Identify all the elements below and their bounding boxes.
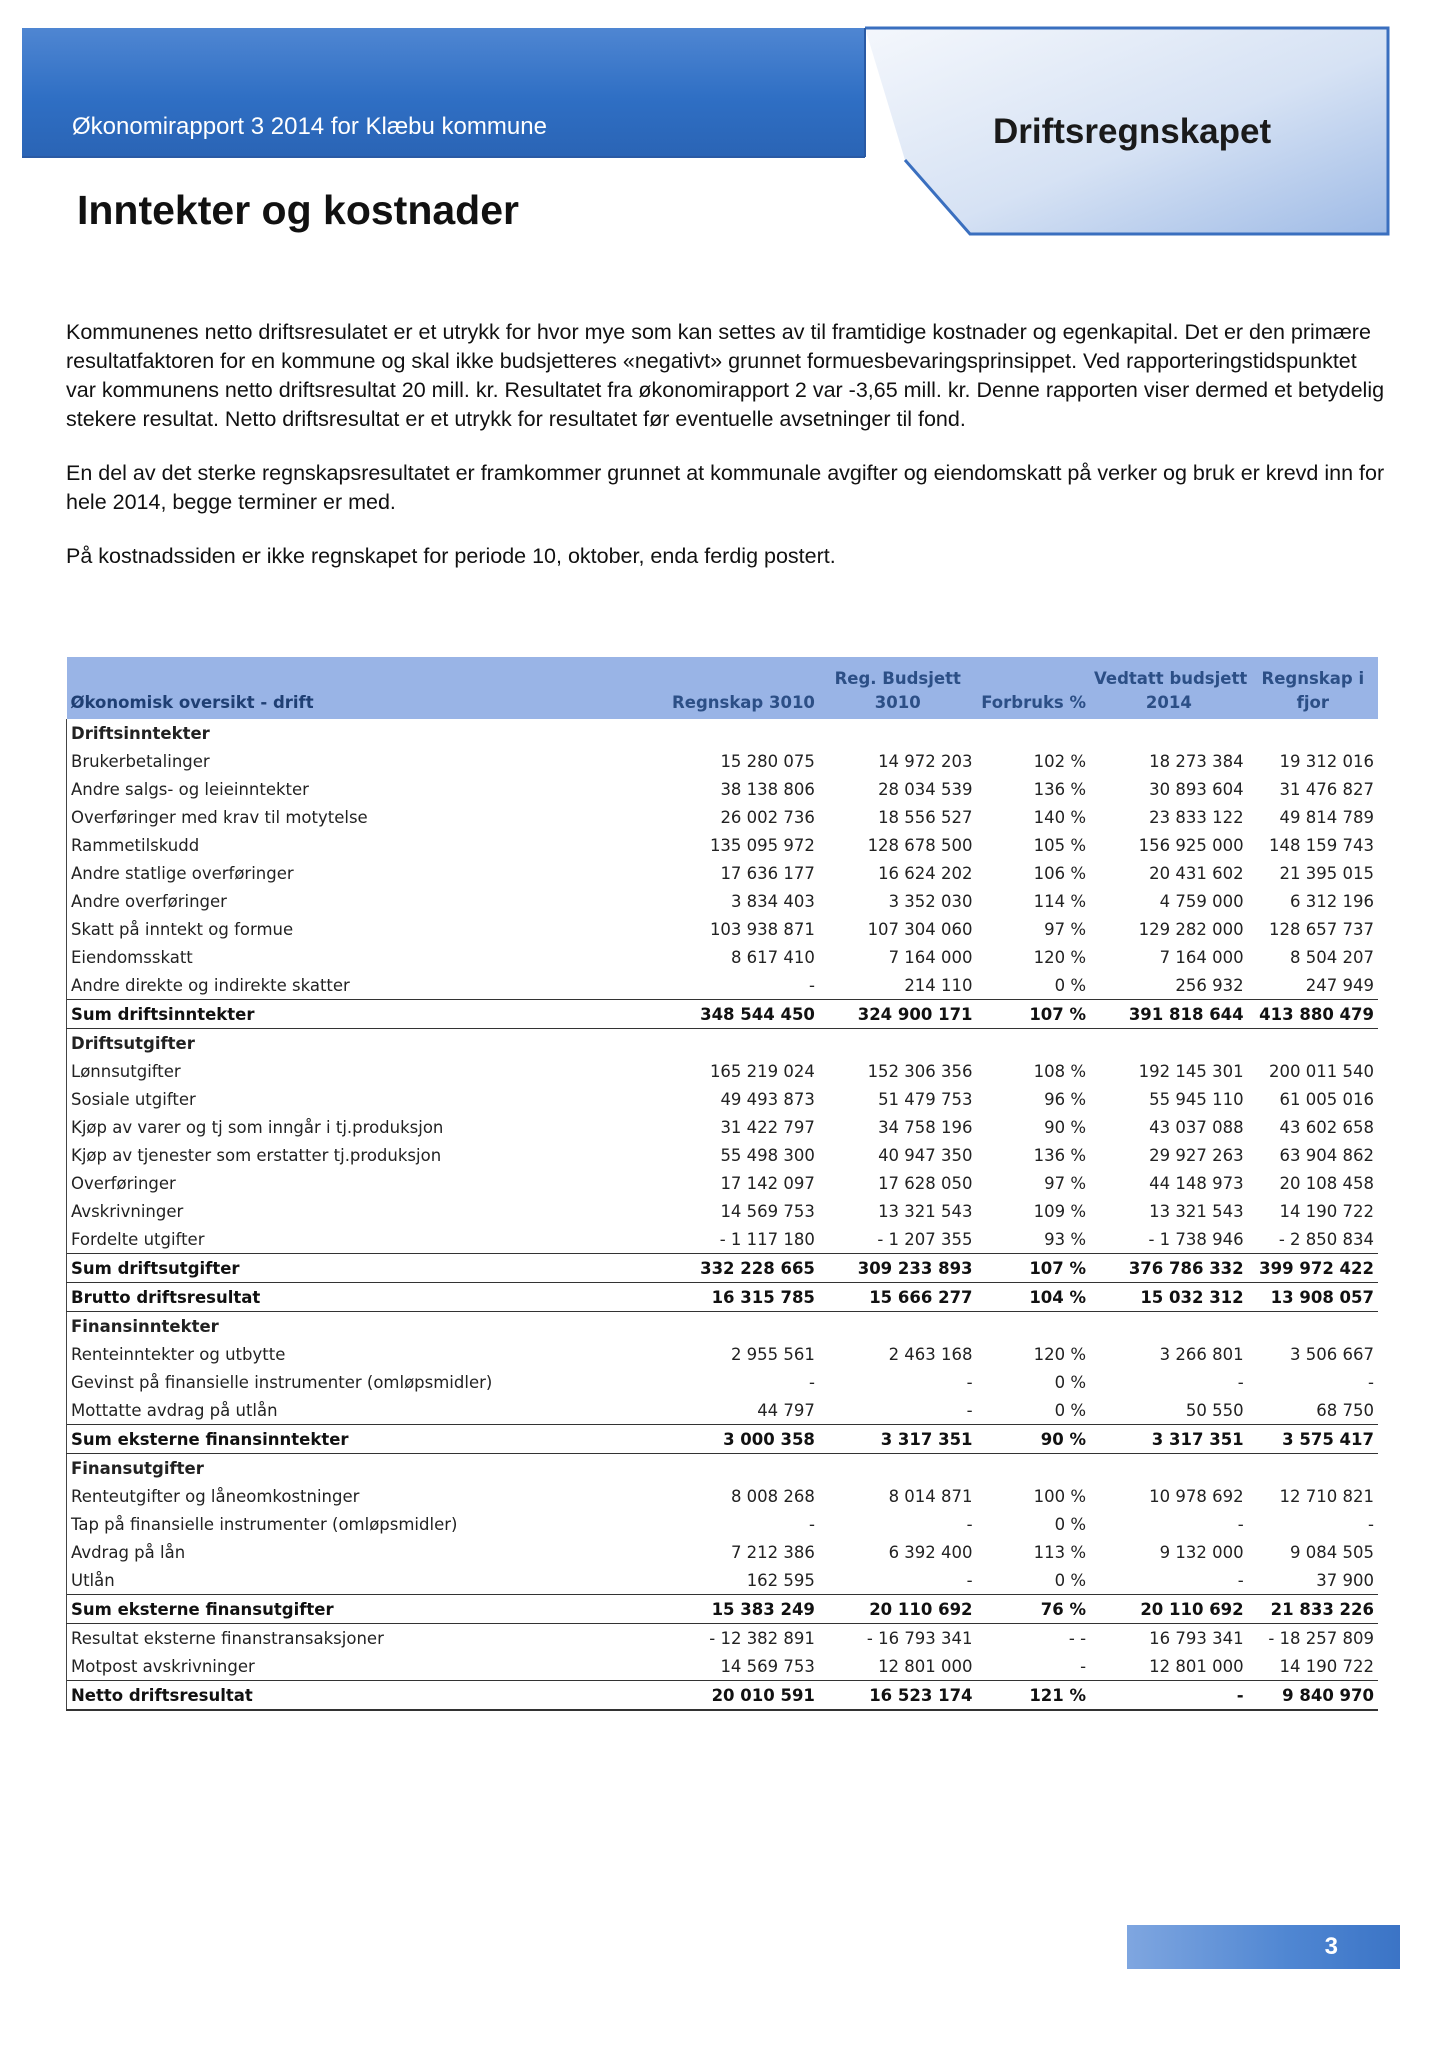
cell-forbruk: 105 % [1033, 835, 1087, 855]
row-label: Overføringer med krav til motytelse [67, 803, 662, 831]
cell-reg-budsjett: 309 233 893 [819, 1254, 977, 1283]
intro-paragraph-1: Kommunenes netto driftsresulatet er et utrykk for hvor mye som kan settes av til framtidige kostnader og egenkapital. Det er den primære resultatfaktoren for en kommune og skal ikke budsjetteres «negativt» grunnet formuesbevaringsprinsippet. Ved rapporteringstidspunktet var kommunens netto driftsresultat 20 mill. kr. Resultatet fra økonomirapport 2 var -3,65 mill. kr. Denne rapporten viser dermed et betydelig stekere resultat. Netto driftsresultat er et utrykk for resultatet før eventuelle avsetninger til fond. [66, 320, 1385, 431]
cell-reg-budsjett: 17 628 050 [878, 1173, 973, 1193]
cell-fjor: 37 900 [1316, 1570, 1374, 1590]
table-section-row [67, 1312, 1379, 1341]
cell-fjor [1248, 1454, 1378, 1483]
cell-forbruk: 106 % [1033, 863, 1087, 883]
cell-regnskap: 17 142 097 [720, 1173, 815, 1193]
cell-forbruk: 97 % [1044, 919, 1087, 939]
page-title: Inntekter og kostnader [77, 187, 519, 233]
cell-reg-budsjett: 8 014 871 [888, 1486, 973, 1506]
cell-vedtatt: 13 321 543 [1149, 1201, 1244, 1221]
header-reg-budsjett-line1: Reg. Budsjett [834, 669, 961, 688]
cell-fjor: 20 108 458 [1279, 1173, 1374, 1193]
row-label: Rammetilskudd [67, 831, 662, 859]
cell-reg-budsjett: 107 304 060 [867, 919, 973, 939]
cell-fjor: 6 312 196 [1290, 891, 1374, 911]
cell-reg-budsjett: - 1 207 355 [877, 1229, 973, 1249]
cell-reg-budsjett: 6 392 400 [888, 1542, 973, 1562]
row-label: Andre direkte og indirekte skatter [67, 971, 662, 1000]
cell-reg-budsjett: - [966, 1570, 973, 1590]
cell-regnskap: - [808, 1372, 815, 1392]
cell-fjor: - [1368, 1372, 1374, 1392]
cell-fjor [1248, 719, 1378, 747]
table-row [67, 831, 1379, 859]
cell-fjor: 413 880 479 [1248, 1000, 1378, 1029]
cell-reg-budsjett: 7 164 000 [888, 947, 973, 967]
table-row [67, 1197, 1379, 1225]
cell-forbruk: 0 % [1054, 1372, 1087, 1392]
row-label: Mottatte avdrag på utlån [67, 1396, 662, 1425]
row-label: Renteutgifter og låneomkostninger [67, 1482, 662, 1510]
table-section-row [67, 719, 1379, 747]
header-regnskap-fjor [1248, 657, 1378, 719]
cell-regnskap: 44 797 [757, 1400, 815, 1420]
cell-reg-budsjett: 28 034 539 [878, 779, 973, 799]
cell-forbruk [977, 719, 1090, 747]
cell-vedtatt: 16 793 341 [1149, 1628, 1244, 1648]
row-label: Brutto driftsresultat [67, 1283, 662, 1312]
cell-reg-budsjett: 3 317 351 [819, 1425, 977, 1454]
table-row [67, 1340, 1379, 1368]
cell-fjor: 13 908 057 [1248, 1283, 1378, 1312]
cell-forbruk: - - [1068, 1628, 1087, 1648]
cell-forbruk: 102 % [1033, 751, 1087, 771]
header-forbruk: Forbruks % [977, 657, 1090, 719]
cell-regnskap: 3 000 358 [661, 1425, 819, 1454]
cell-forbruk: 120 % [1033, 947, 1087, 967]
table-row [67, 1141, 1379, 1169]
page-number: 3 [1324, 1933, 1338, 1960]
financial-table-wrapper [66, 657, 1378, 1711]
cell-forbruk: 121 % [977, 1681, 1090, 1711]
row-label: Andre statlige overføringer [67, 859, 662, 887]
table-row [67, 1169, 1379, 1197]
cell-regnskap: 165 219 024 [709, 1061, 815, 1081]
cell-forbruk: 136 % [1033, 779, 1087, 799]
row-label: Kjøp av tjenester som erstatter tj.produksjon [67, 1141, 662, 1169]
cell-regnskap: 3 834 403 [730, 891, 815, 911]
cell-reg-budsjett: 40 947 350 [878, 1145, 973, 1165]
cell-fjor: 12 710 821 [1279, 1486, 1374, 1506]
cell-reg-budsjett: 16 523 174 [819, 1681, 977, 1711]
row-label: Motpost avskrivninger [67, 1652, 662, 1681]
table-row [67, 1566, 1379, 1595]
row-label: Eiendomsskatt [67, 943, 662, 971]
row-label: Renteinntekter og utbytte [67, 1340, 662, 1368]
cell-regnskap [661, 1312, 819, 1341]
cell-reg-budsjett: - [966, 1514, 973, 1534]
cell-reg-budsjett [819, 1312, 977, 1341]
cell-reg-budsjett: 12 801 000 [878, 1656, 973, 1676]
table-row [67, 1510, 1379, 1538]
row-label: Sum driftsinntekter [67, 1000, 662, 1029]
cell-fjor: 148 159 743 [1269, 835, 1374, 855]
cell-fjor: 68 750 [1316, 1400, 1374, 1420]
table-row [67, 1057, 1379, 1085]
row-label: Resultat eksterne finanstransaksjoner [67, 1624, 662, 1653]
cell-forbruk: 93 % [1044, 1229, 1087, 1249]
table-row [67, 915, 1379, 943]
cell-reg-budsjett: 51 479 753 [878, 1089, 973, 1109]
table-sum-row [67, 1000, 1379, 1029]
header-regnskap: Regnskap 3010 [661, 657, 819, 719]
cell-regnskap: - 1 117 180 [719, 1229, 815, 1249]
cell-vedtatt: 376 786 332 [1090, 1254, 1248, 1283]
cell-vedtatt: 20 110 692 [1090, 1595, 1248, 1624]
cell-forbruk: 0 % [1054, 1400, 1087, 1420]
cell-reg-budsjett: 152 306 356 [867, 1061, 973, 1081]
cell-reg-budsjett: 20 110 692 [819, 1595, 977, 1624]
header-vedtatt-line2: 2014 [1145, 693, 1192, 712]
cell-fjor: 43 602 658 [1279, 1117, 1374, 1137]
table-row [67, 859, 1379, 887]
header-fjor-line1: Regnskap i [1261, 669, 1365, 688]
cell-forbruk: - [1080, 1656, 1087, 1676]
cell-regnskap: 31 422 797 [720, 1117, 815, 1137]
row-label: Sum driftsutgifter [67, 1254, 662, 1283]
cell-vedtatt: 50 550 [1185, 1400, 1244, 1420]
cell-fjor: 8 504 207 [1290, 947, 1374, 967]
cell-forbruk: 120 % [1033, 1344, 1087, 1364]
cell-forbruk: 136 % [1033, 1145, 1087, 1165]
cell-vedtatt: 20 431 602 [1149, 863, 1244, 883]
cell-vedtatt: 256 932 [1175, 975, 1244, 995]
cell-vedtatt: 156 925 000 [1138, 835, 1244, 855]
cell-fjor: 247 949 [1305, 975, 1374, 995]
cell-fjor: 21 833 226 [1248, 1595, 1378, 1624]
report-title: Økonomirapport 3 2014 for Klæbu kommune [72, 113, 547, 140]
cell-regnskap: 20 010 591 [661, 1681, 819, 1711]
cell-forbruk [977, 1312, 1090, 1341]
cell-forbruk: 100 % [1033, 1486, 1087, 1506]
table-section-row [67, 1454, 1379, 1483]
cell-forbruk [977, 1454, 1090, 1483]
cell-forbruk: 113 % [1033, 1542, 1087, 1562]
cell-regnskap: 103 938 871 [709, 919, 815, 939]
table-sum-row [67, 1681, 1379, 1711]
cell-vedtatt [1090, 719, 1248, 747]
cell-fjor: 63 904 862 [1279, 1145, 1374, 1165]
cell-vedtatt: - [1237, 1372, 1244, 1392]
row-label: Lønnsutgifter [67, 1057, 662, 1085]
cell-vedtatt: 29 927 263 [1149, 1145, 1244, 1165]
cell-forbruk [977, 1029, 1090, 1058]
table-row [67, 747, 1379, 775]
table-row [67, 1624, 1379, 1653]
cell-fjor: 14 190 722 [1279, 1201, 1374, 1221]
cell-forbruk: 97 % [1044, 1173, 1087, 1193]
cell-regnskap: 38 138 806 [720, 779, 815, 799]
cell-regnskap [661, 719, 819, 747]
table-row [67, 1652, 1379, 1681]
cell-fjor: 200 011 540 [1269, 1061, 1374, 1081]
cell-forbruk: 96 % [1044, 1089, 1087, 1109]
cell-reg-budsjett: 34 758 196 [878, 1117, 973, 1137]
cell-reg-budsjett: 2 463 168 [888, 1344, 973, 1364]
cell-regnskap [661, 1454, 819, 1483]
row-label: Finansutgifter [67, 1454, 662, 1483]
cell-forbruk: 0 % [1054, 1570, 1087, 1590]
header-reg-budsjett-line2: 3010 [874, 693, 921, 712]
cell-vedtatt: 30 893 604 [1149, 779, 1244, 799]
cell-vedtatt [1090, 1312, 1248, 1341]
row-label: Avdrag på lån [67, 1538, 662, 1566]
cell-vedtatt: 23 833 122 [1149, 807, 1244, 827]
intro-paragraph-2: En del av det sterke regnskapsresultatet er framkommer grunnet at kommunale avgifter og eiendomskatt på verker og bruk er krevd inn for hele 2014, begge terminer er med. [66, 461, 1385, 514]
cell-fjor: 399 972 422 [1248, 1254, 1378, 1283]
cell-fjor: - 2 850 834 [1278, 1229, 1374, 1249]
cell-vedtatt: 4 759 000 [1159, 891, 1244, 911]
cell-reg-budsjett: - [966, 1372, 973, 1392]
page-number-bar [1127, 1925, 1400, 1969]
cell-fjor: - 18 257 809 [1268, 1628, 1374, 1648]
cell-vedtatt: 18 273 384 [1149, 751, 1244, 771]
row-label: Kjøp av varer og tj som inngår i tj.produksjon [67, 1113, 662, 1141]
header-fjor-line2: fjor [1296, 693, 1329, 712]
row-label: Driftsutgifter [67, 1029, 662, 1058]
cell-forbruk: 109 % [1033, 1201, 1087, 1221]
cell-regnskap: 55 498 300 [720, 1145, 815, 1165]
row-label: Andre overføringer [67, 887, 662, 915]
row-label: Avskrivninger [67, 1197, 662, 1225]
cell-fjor: 9 084 505 [1290, 1542, 1374, 1562]
cell-fjor [1248, 1029, 1378, 1058]
cell-reg-budsjett [819, 1454, 977, 1483]
table-row [67, 943, 1379, 971]
table-sum-row [67, 1425, 1379, 1454]
row-label: Tap på finansielle instrumenter (omløpsmidler) [67, 1510, 662, 1538]
cell-fjor: 9 840 970 [1248, 1681, 1378, 1711]
header-vedtatt-line1: Vedtatt budsjett [1094, 669, 1248, 688]
cell-vedtatt: 44 148 973 [1149, 1173, 1244, 1193]
cell-vedtatt: 55 945 110 [1149, 1089, 1244, 1109]
cell-fjor: 61 005 016 [1279, 1089, 1374, 1109]
table-row [67, 971, 1379, 1000]
table-body [67, 719, 1379, 1710]
header-overview: Økonomisk oversikt - drift [67, 657, 662, 719]
cell-forbruk: 108 % [1033, 1061, 1087, 1081]
cell-reg-budsjett: - [966, 1400, 973, 1420]
table-row [67, 1396, 1379, 1425]
row-label: Sosiale utgifter [67, 1085, 662, 1113]
cell-vedtatt: 15 032 312 [1090, 1283, 1248, 1312]
cell-regnskap: 2 955 561 [730, 1344, 815, 1364]
cell-regnskap: 15 383 249 [661, 1595, 819, 1624]
table-header-row [67, 657, 1379, 719]
cell-fjor: 49 814 789 [1279, 807, 1374, 827]
cell-regnskap: 8 008 268 [730, 1486, 815, 1506]
cell-regnskap: - [808, 1514, 815, 1534]
cell-vedtatt: - [1237, 1514, 1244, 1534]
table-row [67, 887, 1379, 915]
cell-reg-budsjett [819, 719, 977, 747]
cell-reg-budsjett: 14 972 203 [878, 751, 973, 771]
row-label: Finansinntekter [67, 1312, 662, 1341]
cell-regnskap: 14 569 753 [720, 1201, 815, 1221]
cell-reg-budsjett: 214 110 [904, 975, 973, 995]
cell-forbruk: 140 % [1033, 807, 1087, 827]
cell-vedtatt: 9 132 000 [1159, 1542, 1244, 1562]
cell-forbruk: 76 % [977, 1595, 1090, 1624]
cell-regnskap: 16 315 785 [661, 1283, 819, 1312]
row-label: Skatt på inntekt og formue [67, 915, 662, 943]
table-row [67, 1085, 1379, 1113]
row-label: Driftsinntekter [67, 719, 662, 747]
table-row [67, 1225, 1379, 1254]
cell-reg-budsjett: 3 352 030 [888, 891, 973, 911]
cell-reg-budsjett: 15 666 277 [819, 1283, 977, 1312]
cell-forbruk: 104 % [977, 1283, 1090, 1312]
table-section-row [67, 1029, 1379, 1058]
cell-regnskap: - [808, 975, 815, 995]
row-label: Netto driftsresultat [67, 1681, 662, 1711]
cell-reg-budsjett: - 16 793 341 [866, 1628, 973, 1648]
cell-regnskap: 332 228 665 [661, 1254, 819, 1283]
cell-fjor: - [1368, 1514, 1374, 1534]
cell-vedtatt: - [1237, 1570, 1244, 1590]
cell-regnskap: 8 617 410 [730, 947, 815, 967]
cell-vedtatt: 12 801 000 [1149, 1656, 1244, 1676]
cell-regnskap: - 12 382 891 [709, 1628, 815, 1648]
header-vedtatt [1090, 657, 1248, 719]
cell-fjor: 3 506 667 [1290, 1344, 1374, 1364]
table-sum-row [67, 1283, 1379, 1312]
row-label: Overføringer [67, 1169, 662, 1197]
cell-fjor: 128 657 737 [1269, 919, 1374, 939]
cell-vedtatt: 192 145 301 [1138, 1061, 1244, 1081]
row-label: Sum eksterne finansutgifter [67, 1595, 662, 1624]
table-row [67, 803, 1379, 831]
cell-reg-budsjett: 18 556 527 [878, 807, 973, 827]
cell-fjor: 3 575 417 [1248, 1425, 1378, 1454]
cell-vedtatt [1090, 1029, 1248, 1058]
cell-vedtatt [1090, 1454, 1248, 1483]
cell-reg-budsjett [819, 1029, 977, 1058]
cell-regnskap: 162 595 [746, 1570, 815, 1590]
table-row [67, 1482, 1379, 1510]
cell-vedtatt: - 1 738 946 [1148, 1229, 1244, 1249]
cell-vedtatt: - [1090, 1681, 1248, 1711]
cell-fjor: 14 190 722 [1279, 1656, 1374, 1676]
cell-reg-budsjett: 324 900 171 [819, 1000, 977, 1029]
cell-vedtatt: 7 164 000 [1159, 947, 1244, 967]
cell-fjor: 21 395 015 [1279, 863, 1374, 883]
row-label: Sum eksterne finansinntekter [67, 1425, 662, 1454]
cell-vedtatt: 3 266 801 [1159, 1344, 1244, 1364]
intro-paragraph-3: På kostnadssiden er ikke regnskapet for periode 10, oktober, enda ferdig postert. [66, 544, 836, 568]
table-sum-row [67, 1595, 1379, 1624]
table-row [67, 1368, 1379, 1396]
row-label: Andre salgs- og leieinntekter [67, 775, 662, 803]
cell-reg-budsjett: 16 624 202 [878, 863, 973, 883]
cell-regnskap: 135 095 972 [709, 835, 815, 855]
cell-regnskap: 14 569 753 [720, 1656, 815, 1676]
section-label: Driftsregnskapet [993, 112, 1272, 151]
cell-regnskap: 348 544 450 [661, 1000, 819, 1029]
table-row [67, 775, 1379, 803]
cell-forbruk: 0 % [1054, 1514, 1087, 1534]
intro-text [66, 318, 1386, 596]
cell-fjor: 19 312 016 [1279, 751, 1374, 771]
cell-regnskap: 17 636 177 [720, 863, 815, 883]
cell-fjor: 31 476 827 [1279, 779, 1374, 799]
row-label: Utlån [67, 1566, 662, 1595]
cell-reg-budsjett: 13 321 543 [878, 1201, 973, 1221]
table-row [67, 1113, 1379, 1141]
row-label: Brukerbetalinger [67, 747, 662, 775]
cell-forbruk: 0 % [1054, 975, 1087, 995]
cell-regnskap: 15 280 075 [720, 751, 815, 771]
cell-forbruk: 90 % [977, 1425, 1090, 1454]
cell-vedtatt: 3 317 351 [1090, 1425, 1248, 1454]
cell-regnskap: 49 493 873 [720, 1089, 815, 1109]
cell-vedtatt: 391 818 644 [1090, 1000, 1248, 1029]
cell-vedtatt: 129 282 000 [1138, 919, 1244, 939]
cell-fjor [1248, 1312, 1378, 1341]
cell-forbruk: 107 % [977, 1254, 1090, 1283]
cell-forbruk: 107 % [977, 1000, 1090, 1029]
cell-forbruk: 114 % [1033, 891, 1087, 911]
row-label: Fordelte utgifter [67, 1225, 662, 1254]
row-label: Gevinst på finansielle instrumenter (omløpsmidler) [67, 1368, 662, 1396]
table-sum-row [67, 1254, 1379, 1283]
cell-forbruk: 90 % [1044, 1117, 1087, 1137]
cell-reg-budsjett: 128 678 500 [867, 835, 973, 855]
cell-regnskap: 7 212 386 [730, 1542, 815, 1562]
cell-regnskap: 26 002 736 [720, 807, 815, 827]
cell-regnskap [661, 1029, 819, 1058]
cell-vedtatt: 10 978 692 [1149, 1486, 1244, 1506]
header-reg-budsjett [819, 657, 977, 719]
table-row [67, 1538, 1379, 1566]
financial-overview-table [66, 657, 1378, 1711]
cell-vedtatt: 43 037 088 [1149, 1117, 1244, 1137]
